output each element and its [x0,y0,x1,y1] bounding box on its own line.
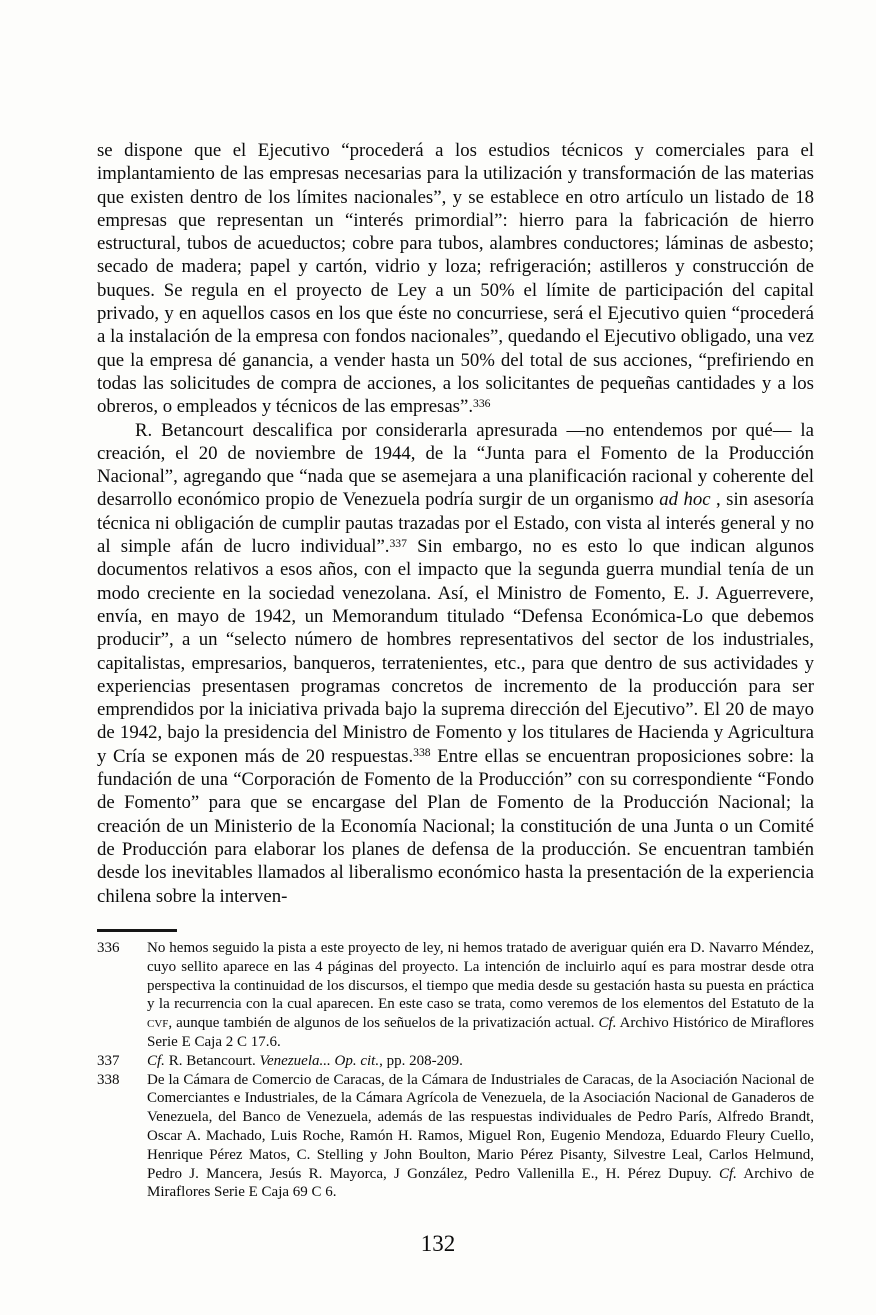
footnote-text [147,1052,814,1071]
footnote-ref-338: 338 [413,746,431,760]
footnote-ref-336: 336 [473,397,491,411]
footnote-336-text: , aunque también de algunos de los señuelos de la privatización actual. [168,1015,599,1032]
paragraph-2 [97,419,814,908]
cvf-acronym: cvf [147,1015,169,1032]
paragraph-2-text: Sin embargo, no es esto lo que indican algunos documentos relativos a esos años, con el impacto que la segunda guerra mundial tenía de un modo creciente en la sociedad venezolana. Así, el Ministro de Fomento, E. J. Aguerrevere, envía, en mayo de 1942, un Memorandum titulado “Defensa Económica-Lo que debemos producir”, a un “selecto número de hombres representativos del sector de los industriales, capitalistas, empresarios, banqueros, terratenientes, etc., para que dentro de sus actividades y experiencias presentasen programas concretos de incremento de la producción para ser emprendidos por la iniciativa privada bajo la suprema dirección del Ejecutivo”. El 20 de mayo de 1942, bajo la presidencia del Ministro de Fomento y los titulares de Hacienda y Agricultura y Cría se exponen más de 20 respuestas. [97,536,814,767]
body-text [97,139,814,908]
paragraph-2-text: Entre ellas se encuentran proposiciones sobre: la fundación de una “Corporación de Fomento de la Producción” con su correspondiente “Fondo de Fomento” para que se encargase del Plan de Fomento de la Producción Nacional; la creación de un Ministerio de la Economía Nacional; la constitución de una Junta o un Comité de Producción para elaborar los planes de defensa de la producción. Se encuentran también desde los inevitables llamados al liberalismo económico hasta la presentación de la experiencia chilena sobre la interven- [97,745,814,907]
footnote-337 [97,1052,814,1071]
cf-abbreviation: Cf. [718,1165,737,1182]
footnote-ref-337: 337 [389,536,407,550]
footnote-338-text: De la Cámara de Comercio de Caracas, de la Cámara de Industriales de Caracas, de la Asociación Nacional de Comerciantes e Industriales, de la Cámara Agrícola de Venezuela, de la Asociación Nacional de Ganaderos de Venezuela, del Banco de Venezuela, además de las respuestas individuales de Pedro París, Alfredo Brandt, Oscar A. Machado, Luis Roche, Ramón H. Ramos, Miguel Ron, Eugenio Mendoza, Eduardo Fleury Cuello, Henrique Pérez Matos, C. Stelling y John Boulton, Mario Pérez Pisanty, Silvestre Leal, Carlos Helmund, Pedro J. Mancera, Jesús R. Mayorca, J González, Pedro Vallenilla E., H. Pérez Dupuy. [147,1071,814,1182]
footnote-337-text: , pp. 208-209. [379,1052,463,1069]
paragraph-2-text: , sin asesoría técnica ni obligación de cumplir pautas trazadas por el Estado, con vista al interés general y no al simple afán de lucro individual”. [97,489,814,558]
footnote-338-text: Archivo de Miraflores Serie E Caja 69 C 6. [147,1165,814,1201]
footnote-number: 337 [97,1052,120,1069]
cited-work-title: Venezuela... Op. cit. [259,1052,380,1069]
footnote-336-text: Archivo Histórico de Miraflores Serie E Caja 2 C 17.6. [147,1015,814,1050]
footnotes-section [97,939,814,1202]
footnote-number: 336 [97,940,120,956]
footnote-number: 338 [97,1071,120,1088]
footnote-336-text: No hemos seguido la pista a este proyecto de ley, ni hemos tratado de averiguar quién era D. Navarro Méndez, cuyo sellito aparece en las 4 páginas del proyecto. La intención de incluirlo aquí es para mostrar desde otra perspectiva la continuidad de los discursos, el tiempo que media desde su gestación hasta su puesta en práctica y la recurrencia con la cual aparecen. En este caso se trata, como veremos de los elementos del Estatuto de la [147,940,814,1013]
page-number: 132 [420,1231,456,1256]
paragraph-1 [97,139,814,419]
cf-abbreviation: Cf. [147,1052,165,1069]
paragraph-2-text: R. Betancourt descalifica por considerarla apresurada —no entendemos por qué— la creación, el 20 de noviembre de 1944, de la “Junta para el Fomento de la Producción Nacional”, agregando que “nada que se asemejara a una planificación racional y coherente del desarrollo económico propio de Venezuela podría surgir de un organismo [97,419,814,511]
footnote-text [147,1071,814,1203]
paragraph-1-text: se dispone que el Ejecutivo “procederá a los estudios técnicos y comerciales para el implantamiento de las empresas necesarias para la utilización y transformación de las materias que existen dentro de los límites nacionales”, y se establece en otro artículo un listado de 18 empresas que representan un “interés primordial”: hierro para la fabricación de hierro estructural, tubos de acueductos; cobre para tubos, alambres conductores; láminas de asbesto; secado de madera; papel y cartón, vidrio y loza; refrigeración; astilleros y construcción de buques. Se regula en el proyecto de Ley a un 50% el límite de participación del capital privado, y en aquellos casos en los que éste no concurriese, será el Ejecutivo quien “procederá a la instalación de la empresa con fondos nacionales”, quedando el Ejecutivo obligado, una vez que la empresa dé ganancia, a vender hasta un 50% del total de sus acciones, “prefiriendo en todas las solicitudes de compra de acciones, a los solicitantes de pequeñas cantidades y a los obreros, o empleados y técnicos de las empresas”. [97,140,814,418]
footnote-337-text: R. Betancourt. [164,1052,260,1069]
footnote-338 [97,1071,814,1203]
footnote-336 [97,939,814,1052]
cf-abbreviation: Cf. [598,1015,617,1032]
footnote-separator [97,929,177,932]
latin-phrase-ad-hoc: ad hoc [659,489,711,511]
footnote-text [147,939,814,1052]
